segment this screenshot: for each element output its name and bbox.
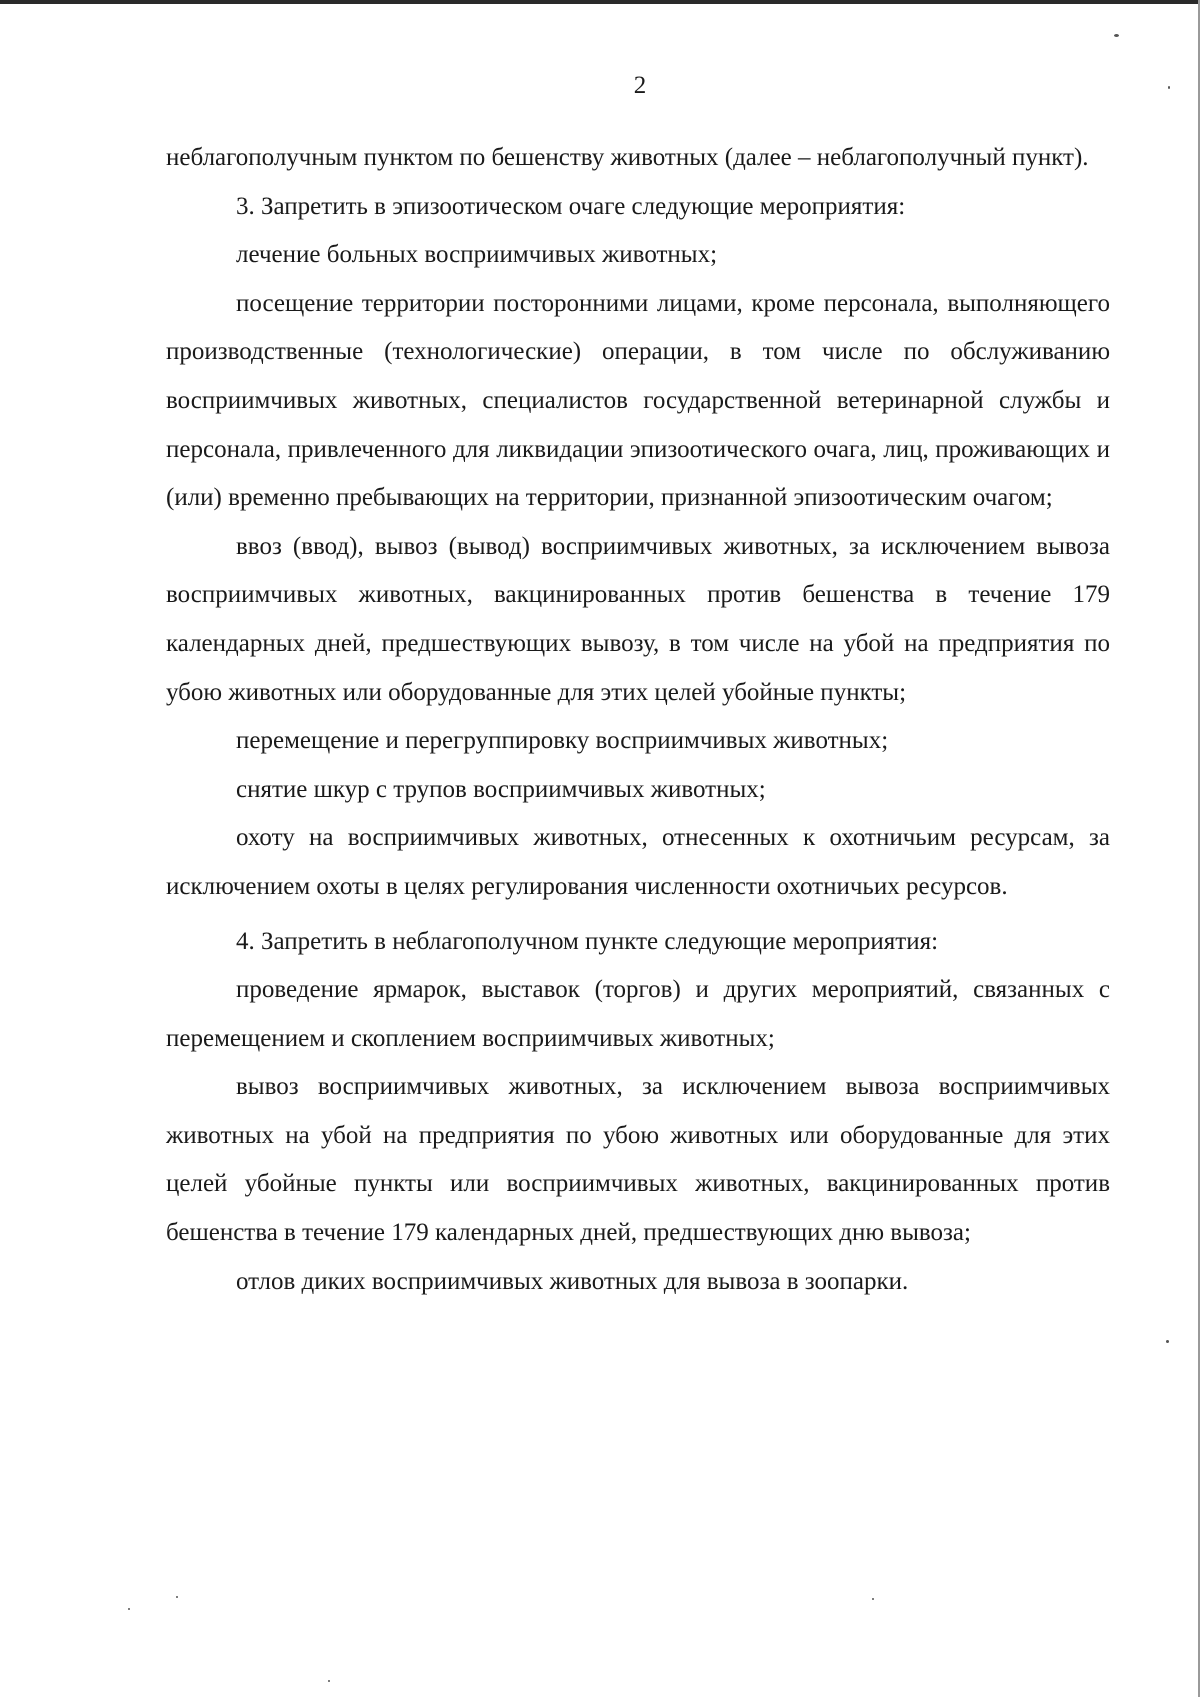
paragraph-item-3-heading: 3. Запретить в эпизоотическом очаге следующие мероприятия: [236,192,906,220]
paragraph-removal: вывоз восприимчивых животных, за исключением вывоза восприимчивых животных на убой на предприятия по убою животных или оборудованные для этих целей убойные пункты или восприимчивых животных, вакцинированных против бешенства в течение 179 календарных дней, предшествующих дню вывоза; [166,1073,1110,1247]
paragraph-continuation: неблагополучным пунктом по бешенству животных (далее – неблагополучный пункт). [166,144,1089,171]
scan-speck [872,1598,874,1600]
page-number: 2 [633,72,647,99]
scan-top-edge [0,0,1200,4]
scan-speck [1114,34,1119,37]
document-body [166,134,1110,1306]
paragraph-hunting: охоту на восприимчивых животных, отнесенных к охотничьим ресурсам, за исключением охоты в целях регулирования численности охотничьих ресурсов. [166,824,1110,900]
paragraph-skinning: снятие шкур с трупов восприимчивых животных; [236,775,766,803]
scan-speck [328,1680,330,1682]
paragraph-visiting: посещение территории посторонними лицами, кроме персонала, выполняющего производственные (технологические) операции, в том числе по обслуживанию восприимчивых животных, специалистов государственной ветеринарной службы и персонала, привлеченного для ликвидации эпизоотического очага, лиц, проживающих и (или) временно пребывающих на территории, признанной эпизоотическим очагом; [166,289,1110,512]
paragraph-regrouping: перемещение и перегруппировку восприимчивых животных; [236,727,889,755]
scan-speck [176,1596,178,1598]
paragraph-fairs: проведение ярмарок, выставок (торгов) и других мероприятий, связанных с перемещением и скоплением восприимчивых животных; [166,976,1110,1052]
scan-speck [1166,1340,1169,1343]
paragraph-import-export: ввоз (ввод), вывоз (вывод) восприимчивых животных, за исключением вывоза восприимчивых животных, вакцинированных против бешенства в течение 179 календарных дней, предшествующих вывозу, в том числе на убой на предприятия по убою животных или оборудованные для этих целей убойные пункты; [166,532,1110,706]
paragraph-item-4-heading: 4. Запретить в неблагополучном пункте следующие мероприятия: [236,927,939,955]
paragraph-treatment: лечение больных восприимчивых животных; [236,241,718,269]
scan-speck [128,1608,130,1610]
scan-speck [1168,86,1170,89]
paragraph-capture: отлов диких восприимчивых животных для вывоза в зоопарки. [236,1267,909,1295]
